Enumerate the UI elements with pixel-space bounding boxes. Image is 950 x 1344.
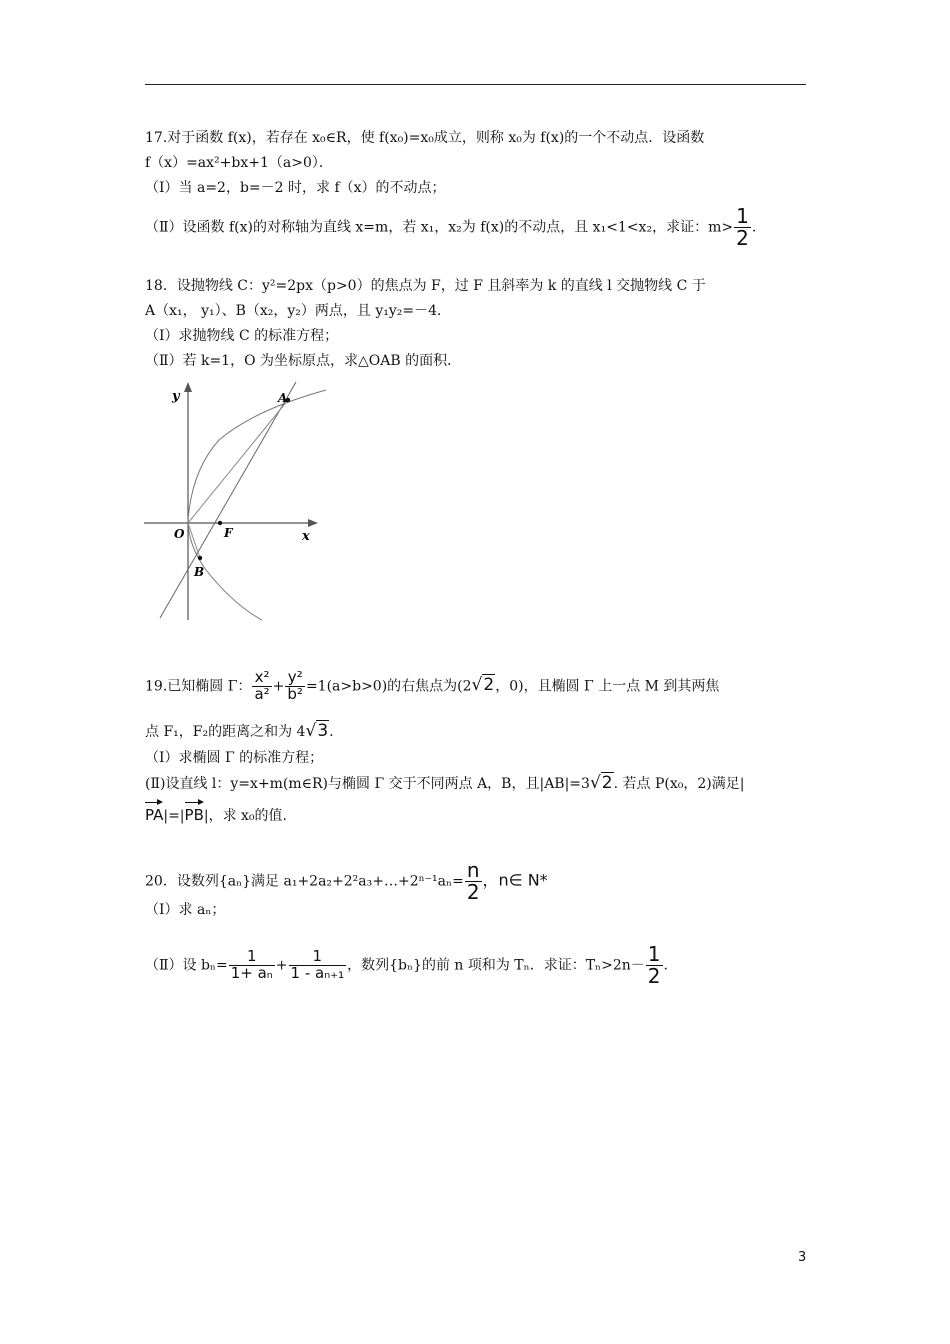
q19-sqrt-1-radicand: 2 bbox=[483, 675, 495, 696]
header-rule bbox=[145, 84, 806, 85]
point-f bbox=[218, 521, 222, 525]
q19-line4-pre: (Ⅱ)设直线 l：y=x+m(m∈R)与椭圆 Γ 交于不同两点 A，B，且|AB|=3 bbox=[145, 776, 590, 792]
q20-frac-n2 bbox=[465, 860, 482, 903]
q19-line1 bbox=[145, 670, 719, 703]
q20-frac-b2-num: 1 bbox=[312, 947, 323, 966]
q20-line2: （Ⅰ）求 aₙ； bbox=[145, 902, 226, 918]
q19-line2-pre: 点 F₁，F₂的距离之和为 4 bbox=[145, 724, 306, 740]
q20-frac-n2-den: 2 bbox=[466, 880, 480, 904]
q17-line2: f（x）=ax²+bx+1（a>0）． bbox=[145, 155, 333, 171]
q19-sqrt-2-radicand: 3 bbox=[317, 721, 329, 741]
q20-frac-b1 bbox=[229, 949, 275, 982]
q19-mid: =1(a>b>0)的右焦点为(2 bbox=[305, 678, 472, 695]
q19-frac-y-den: b² bbox=[287, 684, 303, 703]
q19-line3: （Ⅰ）求椭圆 Γ 的标准方程； bbox=[145, 750, 324, 766]
label-a: A bbox=[278, 391, 288, 405]
q17-frac-den: 2 bbox=[736, 226, 749, 250]
q19-sqrt-2: √3 bbox=[305, 721, 329, 741]
segment-ob bbox=[188, 523, 200, 558]
q19-frac-x-den: a² bbox=[254, 684, 270, 703]
page-number: 3 bbox=[798, 1250, 807, 1265]
q19-sqrt-3: √2 bbox=[589, 773, 613, 793]
q20-frac-b1-den: 1+ aₙ bbox=[230, 964, 273, 982]
q19-plus: + bbox=[272, 678, 285, 695]
q19-frac-x-num: x² bbox=[254, 668, 270, 686]
q20-line3 bbox=[145, 944, 668, 987]
q17-line1: 17.对于函数 f(x)，若存在 x₀∈R，使 f(x₀)=x₀成立，则称 x₀为 f(x)的一个不动点．设函数 bbox=[145, 130, 705, 146]
label-x: x bbox=[302, 529, 310, 544]
q19-frac-x bbox=[252, 670, 271, 703]
q20-frac-b2 bbox=[289, 949, 347, 982]
q19-line4-end: . 若点 P(x₀，2)满足| bbox=[613, 776, 745, 792]
q17-line3: （Ⅰ）当 a=2，b=－2 时，求 f（x）的不动点； bbox=[145, 180, 446, 196]
q19-sqrt-3-radicand: 2 bbox=[601, 773, 613, 793]
q19-line2-end: . bbox=[329, 724, 334, 740]
q19-frac-y bbox=[285, 670, 305, 703]
q20-pre: 20．设数列{aₙ}满足 a₁+2a₂+2²a₃+…+2ⁿ⁻¹aₙ= bbox=[145, 873, 464, 890]
segment-oa bbox=[188, 400, 288, 523]
q20-frac-half-num: 1 bbox=[647, 942, 661, 966]
q17-line4-text: （Ⅱ）设函数 f(x)的对称轴为直线 x=m，若 x₁，x₂为 f(x)的不动点，且 x₁<1<x₂，求证：m> bbox=[145, 219, 734, 236]
q19-sqrt-1: √2 bbox=[471, 675, 495, 696]
line-l bbox=[160, 382, 296, 618]
q17-line4 bbox=[145, 206, 756, 249]
q19-pre: 19.已知椭圆 Γ： bbox=[145, 678, 252, 695]
q20-line3-end: . bbox=[663, 957, 668, 974]
q20-frac-b2-den: 1 - aₙ₊₁ bbox=[290, 964, 345, 982]
q20-frac-b1-num: 1 bbox=[246, 947, 257, 966]
q19-after1: ，0)，且椭圆 Γ 上一点 M 到其两焦 bbox=[495, 678, 720, 695]
q20-plus: + bbox=[275, 957, 288, 974]
vector-pb: PB bbox=[185, 799, 204, 825]
label-b: B bbox=[194, 565, 205, 579]
q19-line5 bbox=[145, 799, 287, 826]
q19-line4 bbox=[145, 773, 744, 794]
point-b bbox=[198, 556, 202, 560]
x-axis-arrow bbox=[308, 519, 318, 527]
label-y: y bbox=[172, 389, 180, 404]
y-axis-arrow bbox=[184, 382, 192, 392]
q20-frac-n2-num: n bbox=[466, 858, 480, 882]
q20-post: ，n∈ N* bbox=[482, 870, 548, 890]
q17-fraction bbox=[734, 206, 751, 249]
q20-line1 bbox=[145, 860, 548, 903]
q20-line3-pre: （Ⅱ）设 bₙ= bbox=[145, 957, 228, 974]
label-f: F bbox=[224, 526, 233, 540]
q20-frac-half-den: 2 bbox=[647, 964, 661, 988]
q20-line3-mid: ，数列{bₙ}的前 n 项和为 Tₙ．求证：Tₙ>2n－ bbox=[347, 957, 645, 974]
q19-line5-end: |，求 x₀的值. bbox=[203, 808, 287, 824]
q20-frac-half bbox=[646, 944, 663, 987]
q17-frac-num: 1 bbox=[736, 204, 749, 228]
parabola-figure bbox=[144, 380, 329, 622]
q18-line1: 18．设抛物线 C：y²=2px（p>0）的焦点为 F，过 F 且斜率为 k 的直线 l 交抛物线 C 于 bbox=[145, 278, 706, 294]
vector-pa: PA bbox=[145, 799, 163, 825]
label-o: O bbox=[174, 527, 185, 541]
q19-line2 bbox=[145, 721, 334, 742]
q17-end: . bbox=[751, 219, 757, 236]
q18-line4: （Ⅱ）若 k=1，O 为坐标原点，求△OAB 的面积． bbox=[145, 353, 462, 369]
parabola-curve bbox=[188, 390, 326, 620]
q18-line3: （Ⅰ）求抛物线 C 的标准方程； bbox=[145, 328, 339, 344]
q19-frac-y-num: y² bbox=[287, 668, 303, 686]
q19-line5-mid: |=| bbox=[163, 808, 185, 824]
q18-line2: A（x₁， y₁）、B（x₂，y₂）两点，且 y₁y₂=－4． bbox=[145, 303, 452, 319]
